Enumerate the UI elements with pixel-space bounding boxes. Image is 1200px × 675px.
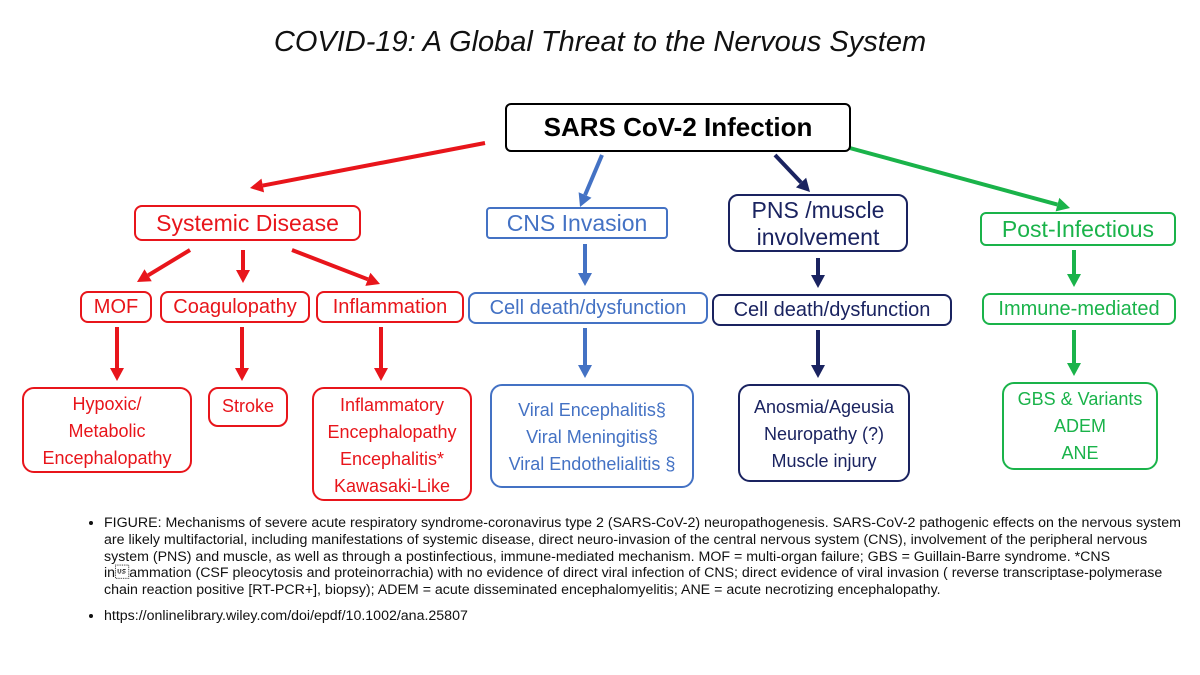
outcome-line: GBS & Variants: [1017, 389, 1143, 409]
outcome-line: Viral Meningitis§: [526, 427, 658, 447]
outcome-line: ANE: [1061, 443, 1099, 463]
outcome-line: Hypoxic/: [72, 394, 142, 414]
outcome-line: Viral Encephalitis§: [518, 400, 666, 420]
arrow-post-to-mechanism: [1067, 250, 1081, 287]
arrow-cns-mechanism-to-outcome: [578, 328, 592, 378]
outcome-line: Encephalopathy: [42, 448, 172, 468]
arrow-cns-to-mechanism: [578, 244, 592, 286]
node-inflammation: Inflammation: [316, 291, 464, 323]
caption-list: [80, 515, 1194, 634]
outcome-line: Metabolic: [68, 421, 146, 441]
outcome-line: Kawasaki-Like: [333, 476, 451, 496]
arrow-root-to-pns: [775, 155, 810, 192]
outcome-line: Muscle injury: [771, 451, 877, 471]
node-systemic-disease: Systemic Disease: [134, 205, 361, 241]
arrow-pns-to-mechanism: [811, 258, 825, 288]
outcome-line: Viral Endothelialitis §: [508, 454, 676, 474]
outcome-viral-encephalitis: [490, 384, 694, 488]
arrow-systemic-to-mof: [137, 250, 190, 282]
node-cns-invasion: CNS Invasion: [486, 207, 668, 239]
diagram-title: COVID-19: A Global Threat to the Nervous System: [273, 26, 927, 58]
root-node-sars-cov-2-infection: SARS CoV-2 Infection: [505, 103, 851, 152]
outcome-line: Encephalopathy: [327, 422, 457, 442]
arrow-coagulopathy-to-outcome: [235, 327, 249, 381]
arrow-root-to-cns: [579, 155, 602, 207]
node-immune-mediated: Immune-mediated: [982, 293, 1176, 325]
outcome-line: Encephalitis*: [339, 449, 445, 469]
node-mof: MOF: [80, 291, 152, 323]
arrow-mof-to-outcome: [110, 327, 124, 381]
outcome-line: ADEM: [1053, 416, 1106, 436]
node-cns-cell-death: Cell death/dysfunction: [468, 292, 708, 324]
outcome-hypoxic-metabolic: [22, 387, 192, 473]
arrow-systemic-to-inflammation: [292, 250, 380, 286]
arrow-pns-mechanism-to-outcome: [811, 330, 825, 378]
outcome-anosmia: [738, 384, 910, 482]
outcome-line: Inflammatory: [339, 395, 445, 415]
outcome-gbs: [1002, 382, 1158, 470]
arrow-post-mechanism-to-outcome: [1067, 330, 1081, 376]
node-pns-cell-death: Cell death/dysfunction: [712, 294, 952, 326]
arrow-inflammation-to-outcome: [374, 327, 388, 381]
node-pns-muscle: [728, 194, 908, 252]
caption-source-link[interactable]: • https://onlinelibrary.wiley.com/doi/epdf/10.1002/ana.25807: [104, 608, 1194, 625]
outcome-line: Anosmia/Ageusia: [753, 397, 895, 417]
caption-figure-description: • FIGURE: Mechanisms of severe acute respiratory syndrome-coronavirus type 2 (SARS-CoV-2) neuropathogenesis. SARS-CoV-2 pathogenic effects on the nervous system are likely multifactorial, including manifestations of systemic disease, direct neuro-invasion of the central nervous system (CNS), involvement of the peripheral nervous system (PNS) and muscle, as well as through a postinfectious, immune-mediated mechanism. MOF = multi-organ failure; GBS = Guillain-Barre syndrome. *CNS in ammation (CSF pleocytosis and proteinorrachia) with no evidence of direct viral infection of CNS; direct evidence of viral invasion ( reverse transcriptase-polymerase chain reaction positive [RT-PCR+], biopsy); ADEM = acute disseminated encephalomyelitis; ANE = acute necrotizing encephalopathy.: [104, 515, 1194, 599]
arrow-root-to-systemic: [250, 143, 485, 192]
node-line: PNS /muscle: [751, 197, 885, 223]
arrow-systemic-to-coagulopathy: [236, 250, 250, 283]
outcome-line: Neuropathy (?): [763, 424, 885, 444]
outcome-inflammatory: [312, 387, 472, 501]
node-coagulopathy: Coagulopathy: [160, 291, 310, 323]
outcome-stroke: [208, 387, 288, 427]
node-line: involvement: [756, 224, 880, 250]
outcome-line: Stroke: [221, 396, 275, 416]
node-post-infectious: Post-Infectious: [980, 212, 1176, 246]
